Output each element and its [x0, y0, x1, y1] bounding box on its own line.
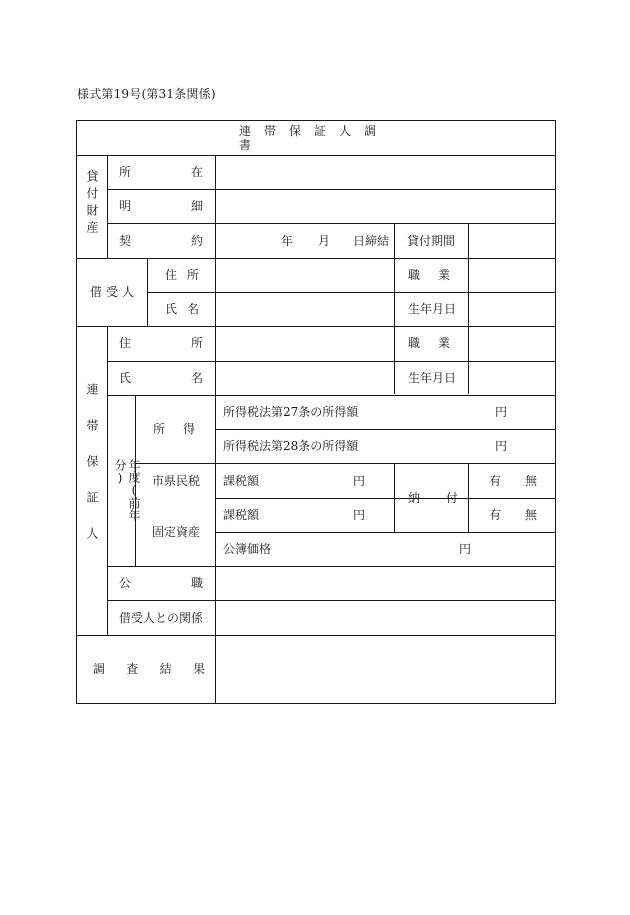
relation-label: 借受人との関係	[119, 611, 204, 625]
rule	[215, 498, 555, 499]
contract-month: 月	[318, 234, 331, 248]
contract-label-b: 約	[191, 234, 204, 248]
loan-property-label: 貸付財産	[85, 170, 99, 238]
rule	[107, 155, 108, 258]
form-title: 連帯保証人調書	[239, 124, 390, 152]
borrower-occupation-label: 職業	[408, 268, 469, 282]
rule	[215, 429, 555, 430]
rule	[394, 463, 395, 532]
rule	[468, 223, 469, 394]
rule	[107, 566, 555, 567]
guarantor-birthdate-label: 生年月日	[408, 371, 457, 385]
municipal-tax-label: 市県民税	[152, 474, 201, 488]
fixed-asset-yes: 有	[489, 508, 502, 522]
rule	[135, 463, 555, 464]
guarantor-form	[76, 120, 556, 704]
municipal-tax-yes: 有	[489, 474, 502, 488]
loan-period-label: 貸付期間	[407, 234, 456, 248]
municipal-tax-amount-label: 課税額	[223, 474, 260, 488]
assessed-value-yen: 円	[459, 542, 472, 556]
public-office-a: 公	[119, 576, 132, 590]
contract-label-a: 契	[119, 234, 132, 248]
form-caption: 様式第19号(第31条関係)	[77, 87, 216, 101]
details-label-a: 明	[119, 199, 132, 213]
borrower-name-label: 氏名	[165, 302, 210, 316]
municipal-tax-yen: 円	[353, 474, 366, 488]
municipal-tax-no: 無	[525, 474, 538, 488]
fixed-asset-tax-yen: 円	[353, 508, 366, 522]
rule	[107, 223, 555, 224]
rule	[107, 600, 555, 601]
rule	[394, 223, 395, 394]
rule	[107, 326, 108, 635]
contract-day: 日締結	[353, 234, 390, 248]
rule	[215, 155, 216, 704]
payment-label: 納付	[408, 491, 485, 505]
rule	[107, 395, 555, 396]
income-27-yen: 円	[495, 405, 508, 419]
public-office-b: 職	[191, 576, 204, 590]
details-label-b: 細	[191, 199, 204, 213]
guarantor-address-b: 所	[191, 336, 204, 350]
guarantor-name-b: 名	[191, 371, 204, 385]
fixed-asset-tax-label: 課税額	[223, 508, 260, 522]
rule	[77, 635, 555, 636]
rule	[77, 155, 555, 156]
rule	[107, 361, 555, 362]
rule	[77, 326, 555, 327]
survey-result-label: 調 査 結 果	[93, 662, 205, 676]
guarantor-label: 連帯保証人	[85, 383, 99, 563]
rule	[147, 258, 148, 326]
rule	[147, 292, 555, 293]
borrower-label: 借受人	[90, 285, 139, 299]
location-label-a: 所	[119, 165, 132, 179]
location-label-b: 在	[191, 165, 204, 179]
rule	[77, 258, 555, 259]
guarantor-name-a: 氏	[119, 371, 132, 385]
income-28-yen: 円	[495, 439, 508, 453]
fiscal-year-label: 年度(前年分)	[113, 459, 141, 521]
rule	[107, 189, 555, 190]
fixed-asset-label: 固定資産	[152, 525, 201, 539]
contract-year: 年	[281, 234, 294, 248]
fixed-asset-no: 無	[525, 508, 538, 522]
borrower-address-label: 住所	[165, 268, 210, 282]
borrower-birthdate-label: 生年月日	[408, 302, 457, 316]
income-27-label: 所得税法第27条の所得額	[223, 405, 359, 419]
rule	[215, 532, 555, 533]
assessed-value-label: 公簿価格	[223, 542, 272, 556]
income-label: 所得	[153, 422, 214, 436]
guarantor-occupation-label: 職業	[408, 336, 469, 350]
guarantor-address-a: 住	[119, 336, 132, 350]
income-28-label: 所得税法第28条の所得額	[223, 439, 359, 453]
